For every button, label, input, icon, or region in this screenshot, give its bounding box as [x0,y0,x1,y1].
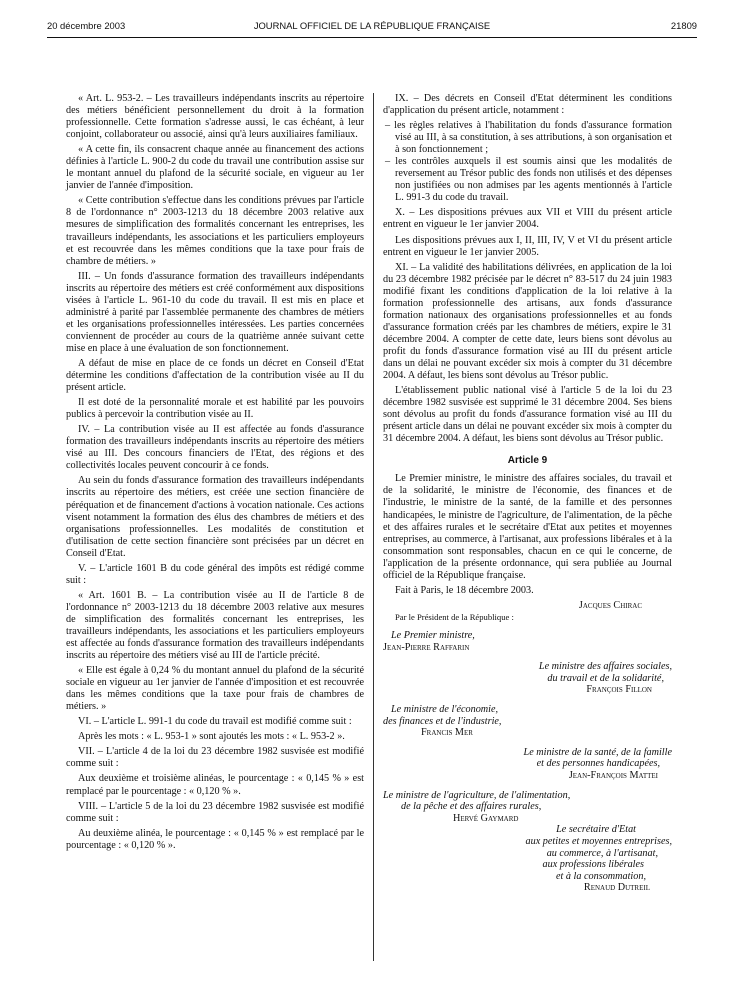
secretaire-etat-name: Renaud Dutreil [583,882,650,894]
header-date: 20 décembre 2003 [47,20,126,31]
done-at-paris: Fait à Paris, le 18 décembre 2003. [395,584,534,596]
agriculture-name: Hervé Gaymard [453,812,519,824]
par-le-president: Par le Président de la République : [395,612,514,623]
column-divider [373,93,374,961]
paragraph: Il est doté de la personnalité morale et est habilité par les pouvoirs publics à percevoir la contribution visée au II. [66,397,364,421]
affaires-sociales-title-1: Le ministre des affaires sociales, [538,661,672,673]
paragraph: Après les mots : « L. 953-1 » sont ajoutés les mots : « L. 953-2 ». [78,731,345,743]
paragraph: « A cette fin, ils consacrent chaque année au financement des actions définies à l'article L. 900-2 du code du travail une contribution assise sur le montant annuel du plafond de la sécurité sociale, en vigueur au 1er janvier de l'année d'imposition. [66,144,364,192]
sante-name: Jean-François Mattei [568,769,658,781]
sante-title-2: et des personnes handicapées, [536,758,660,770]
paragraph: VIII. – L'article 5 de la loi du 23 décembre 1982 susvisée est modifié comme suit : [66,800,364,824]
secretaire-etat-title-4: aux professions libérales [542,859,644,871]
signatures-block [383,600,672,894]
list-item: – les contrôles auxquels il est soumis ainsi que les modalités de reversement au Trésor public des fonds non utilisés et des dépenses non justifiées ou non admises par les agents mentionnés à l'article L. 991-3 du code du travail. [385,156,672,204]
paragraph: L'établissement public national visé à l'article 5 de la loi du 23 décembre 1982 susvisée est supprimé le 31 décembre 2004. Ses biens sont dévolus au profit du fonds d'assurance formation visé au III du présent article dans un délai ne pouvant excéder six mois à compter du 31 décembre 2004. A défaut, les biens sont dévolus au Trésor public. [383,385,672,445]
economie-title-2: des finances et de l'industrie, [383,715,502,727]
right-column [383,93,672,894]
secretaire-etat-title-5: et à la consommation, [556,870,646,882]
agriculture-title-1: Le ministre de l'agriculture, de l'alimentation, [383,789,571,801]
paragraph: « Art. 1601 B. – La contribution visée au II de l'article 8 de l'ordonnance n° 2003-1213 du 18 décembre 2003 relative aux mesures de simplification des formalités concernant les entreprises, les travailleurs indépendants, les associations et les particuliers employeurs est affectée au fonds d'assurance formation des travailleurs indépendants inscrits au répertoire des métiers visé au III de l'article précité. [66,589,364,662]
paragraph: « Elle est égale à 0,24 % du montant annuel du plafond de la sécurité sociale en vigueur au 1er janvier de l'année d'imposition et est recouvrée dans les mêmes conditions que la taxe pour frais de chambres de métiers. » [66,665,364,713]
affaires-sociales-name: François Fillon [586,684,652,696]
list-item: – les règles relatives à l'habilitation du fonds d'assurance formation visé au III, à sa constitution, à ses attributions, à son organisation et à son fonctionnement ; [385,120,672,156]
left-column [66,93,364,855]
paragraph: III. – Un fonds d'assurance formation des travailleurs indépendants inscrits au répertoire des métiers est créé conformément aux dispositions visées à l'article L. 961-10 du code du travail. Il est mis en place et administré à parité par l'assemblée permanente des chambres de métiers et les organisations professionnelles intéressées. Les parties concernées conviennent de procéder au cours de la quatrième année suivant cette mise en place à une évaluation de son fonctionnement. [66,270,364,354]
paragraph: VI. – L'article L. 991-1 du code du travail est modifié comme suit : [78,716,352,728]
paragraph: IV. – La contribution visée au II est affectée au fonds d'assurance formation des travailleurs indépendants inscrits au répertoire des métiers visé au III. Des concours financiers de l'Etat, des régions et des collectivités locales peuvent concourir à ce fonds. [66,424,364,472]
sante-title-1: Le ministre de la santé, de la famille [523,746,672,758]
economie-name: Francis Mer [421,727,473,739]
paragraph: IX. – Des décrets en Conseil d'Etat déterminent les conditions d'application du présent article, notamment : [383,93,672,117]
header-page-number: 21809 [670,20,697,31]
paragraph: XI. – La validité des habilitations délivrées, en application de la loi du 23 décembre 1982 précisée par le décret n° 83-517 du 24 juin 1983 modifié fixant les conditions d'application de la loi relative à la formation professionnelle des artisans, aux fonds d'assurance formation nationaux des organisations professionnelles et au fonds d'assurance formation créés par les chambres de métiers, expire le 31 décembre 2004. A compter de cette date, leurs biens sont dévolus au profit du fonds d'assurance formation visé au III du présent article dans un délai ne pouvant excéder six mois à compter du 31 décembre 2004. A défaut, les biens sont dévolus au Trésor public. [383,261,672,382]
paragraph: Au deuxième alinéa, le pourcentage : « 0,145 % » est remplacé par le pourcentage : « 0,120 % ». [66,827,364,851]
president-name: Jacques Chirac [578,599,642,611]
paragraph: Aux deuxième et troisième alinéas, le pourcentage : « 0,145 % » est remplacé par le pourcentage : « 0,120 % ». [66,773,364,797]
article-heading: Article 9 [507,455,548,467]
paragraph: X. – Les dispositions prévues aux VII et VIII du présent article entrent en vigueur le 1er janvier 2004. [383,207,672,231]
paragraph: V. – L'article 1601 B du code général des impôts est rédigé comme suit : [66,562,364,586]
affaires-sociales-title-2: du travail et de la solidarité, [547,672,664,684]
secretaire-etat-title-1: Le secrétaire d'Etat [556,824,636,836]
pm-name: Jean-Pierre Raffarin [383,641,470,653]
paragraph: « Art. L. 953-2. – Les travailleurs indépendants inscrits au répertoire des métiers bénéficient personnellement du droit à la formation professionnelle. Cette formation s'adresse aussi, le cas échéant, à leur conjoint, collaborateur ou associé, ainsi qu'à leurs auxiliaires familiaux. [66,93,364,141]
paragraph: « Cette contribution s'effectue dans les conditions prévues par l'article 8 de l'ordonnance n° 2003-1213 du 18 décembre 2003 relative aux mesures de simplification des formalités concernant les entreprises, les travailleurs indépendants, les associations et les particuliers employeurs et est recouvrée dans les mêmes conditions que la taxe pour frais de chambre de métiers. » [66,195,364,267]
page-header [47,20,697,34]
agriculture-title-2: de la pêche et des affaires rurales, [401,801,542,813]
economie-title-1: Le ministre de l'économie, [391,703,499,715]
secretaire-etat-title-3: au commerce, à l'artisanat, [546,847,658,859]
secretaire-etat-title-2: aux petites et moyennes entreprises, [525,835,672,847]
header-journal-title: JOURNAL OFFICIEL DE LA RÉPUBLIQUE FRANÇAISE [253,20,491,31]
paragraph: Au sein du fonds d'assurance formation des travailleurs indépendants inscrits au répertoire des métiers, est créée une section financière de péréquation et de financement d'actions à vocation nationale. Ces actions visent notamment la formation des élus des chambres de métiers et des organisations professionnelles. Les modalités de constitution et d'utilisation de cette section financière sont précisées par un décret en Conseil d'Etat. [66,475,364,559]
paragraph: VII. – L'article 4 de la loi du 23 décembre 1982 susvisée est modifié comme suit : [66,746,364,770]
paragraph: A défaut de mise en place de ce fonds un décret en Conseil d'Etat détermine les conditions d'affectation de la contribution visée au II du présent article. [66,357,364,394]
pm-title: Le Premier ministre, [391,630,475,642]
header-rule [47,37,697,38]
paragraph: Le Premier ministre, le ministre des affaires sociales, du travail et de la solidarité, le ministre de l'économie, des finances et de l'industrie, le ministre de la santé, de la famille et des personnes handicapées, le ministre de l'agriculture, de l'alimentation, de la pêche et des affaires rurales et le secrétaire d'Etat aux petites et moyennes entreprises, au commerce, à l'artisanat, aux professions libérales et à la consommation sont responsables, chacun en ce qui le concerne, de l'application de la présente ordonnance, qui sera publiée au Journal officiel de la République française. [383,473,672,581]
paragraph: Les dispositions prévues aux I, II, III, IV, V et VI du présent article entrent en vigueur le 1er janvier 2005. [383,234,672,258]
conditions-list [383,120,672,204]
